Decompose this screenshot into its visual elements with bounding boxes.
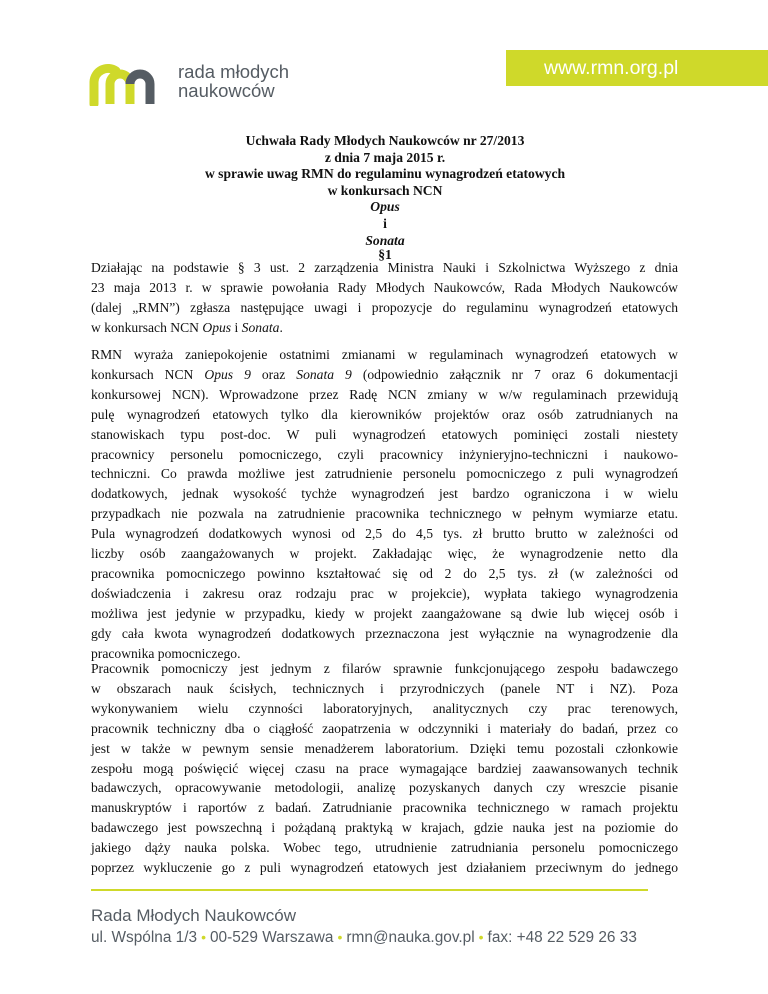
paragraph-line: pulę wynagrodzeń etatowych tylko dla kierowników projektów oraz osób zatrudnianych na	[91, 406, 678, 422]
title-line-1: Uchwała Rady Młodych Naukowców nr 27/2013	[245, 133, 525, 148]
paragraph-line: poprzez wykluczenie go z puli wynagrodzeń etatowych jest działaniem przeciwnym do jednego	[91, 860, 678, 876]
paragraph-line: konkursowej NCN). Wprowadzone przez Radę NCN zmiany w w/w regulaminach przewidują	[91, 386, 678, 402]
footer-address: ul. Wspólna 1/3	[91, 929, 198, 946]
paragraph-line: doświadczenia i zakresu oraz rodzaju prac w projekcie), wypłata takiego wynagrodzenia	[91, 585, 678, 601]
section-heading: §1	[378, 247, 392, 262]
footer-contact	[91, 929, 637, 947]
paragraph-2	[91, 345, 678, 664]
paragraph-line: jest w także w pewnym sensie menadżerem laboratorium. Dzięki temu pozostali członkowie	[91, 740, 678, 756]
bullet-icon: •	[337, 929, 343, 945]
footer-email[interactable]: rmn@nauka.gov.pl	[346, 929, 475, 946]
paragraph-line: dodatkowych, jednak wysokość tychże wynagrodzeń jest bardzo ograniczona i w wielu	[91, 486, 678, 502]
bullet-icon: •	[478, 929, 484, 945]
paragraph-1	[91, 258, 678, 338]
paragraph-line: wykonywaniem wielu czynności laboratoryjnych, analitycznych czy prac terenowych,	[91, 700, 678, 716]
logo-line-2: naukowców	[178, 80, 275, 101]
logo-text	[178, 62, 289, 100]
paragraph-line: w obszarach nauk ścisłych, technicznych i przyrodniczych (panele NT i NZ). Poza	[91, 680, 678, 696]
paragraph-line: w konkursach NCN Opus i Sonata.	[91, 319, 283, 335]
paragraph-line: liczby osób zaangażowanych w projekt. Zakładając więc, że wynagrodzenie netto dla	[91, 546, 678, 562]
paragraph-line: Pracownik pomocniczy jest jednym z filarów sprawnie funkcjonującego zespołu badawczego	[91, 661, 678, 676]
paragraph-line: Działając na podstawie § 3 ust. 2 zarządzenia Ministra Nauki i Szkolnictwa Wyższego z dnia	[91, 260, 678, 275]
paragraph-line: zespołu mogą poświęcić więcej czasu na prace wymagające bardziej zaawansowanych technik	[91, 760, 678, 776]
footer-city: 00-529 Warszawa	[210, 929, 334, 946]
website-banner[interactable]: www.rmn.org.pl	[506, 50, 768, 86]
paragraph-line: pracownicy personelu pomocniczego, czyli pracownicy inżynieryjno-techniczni i naukowo-	[91, 446, 678, 462]
paragraph-line: techniczni. Co prawda możliwe jest zatrudnienie personelu pomocniczego z puli wynagrodzeń	[91, 466, 678, 482]
footer-organization: Rada Młodych Naukowców	[91, 906, 297, 925]
paragraph-line: manuskryptów i raportów z badań. Zatrudnianie pracownika technicznego w ramach projektu	[91, 800, 678, 816]
rmn-logo	[88, 58, 328, 108]
logo-line-1: rada młodych	[178, 61, 290, 82]
footer-divider	[91, 889, 648, 891]
paragraph-line: stanowiskach typu post-doc. W puli wynagrodzeń etatowych pominięci zostali niestety	[91, 426, 678, 442]
rmn-logo-mark-icon	[88, 58, 172, 106]
paragraph-line: badawczego jest powszechną i pożądaną praktyką w krajach, gdzie nauka jest na poziomie do	[91, 820, 678, 836]
paragraph-line: pracownik techniczny dba o ciągłość zaopatrzenia w odczynniki i materiały do badań, przez co	[91, 720, 678, 736]
paragraph-line: możliwa jest jedynie w przypadku, kiedy w projekt zaangażowane są dwie lub więcej osób i	[91, 605, 678, 621]
paragraph-line: badawczych, opracowywanie metodologii, analizę pozyskanych danych czy wreszcie pisanie	[91, 780, 678, 796]
paragraph-line: RMN wyraża zaniepokojenie ostatnimi zmianami w regulaminach wynagrodzeń etatowych w	[91, 347, 678, 362]
title-line-2: z dnia 7 maja 2015 r.	[324, 149, 446, 165]
paragraph-line: pracownika pomocniczego.	[91, 645, 241, 661]
paragraph-line: (dalej „RMN”) zgłasza następujące uwagi i propozycje do regulaminu wynagrodzeń etatowych	[91, 299, 678, 315]
paragraph-line: konkursach NCN Opus 9 oraz Sonata 9 (odpowiednio załącznik nr 7 oraz 6 dokumentacji	[91, 366, 678, 382]
paragraph-line: przypadkach nie pozwala na zatrudnienie pracownika technicznego w pełnym wymiarze etatu.	[91, 506, 678, 522]
paragraph-line: jakiego dąży nauka polska. Wobec tego, utrudnienie zatrudniania personelu pomocniczego	[91, 840, 678, 856]
title-line-4: w konkursach NCN Opus i Sonata	[327, 182, 443, 248]
paragraph-line: Pula wynagrodzeń dodatkowych wynosi od 2,5 do 4,5 tys. zł brutto brutto w zależności od	[91, 526, 678, 542]
paragraph-3	[91, 659, 678, 878]
title-line-3: w sprawie uwag RMN do regulaminu wynagrodzeń etatowych	[204, 166, 566, 182]
paragraph-line: gdy cała kwota wynagrodzeń dodatkowych przeznaczona jest wyłącznie na wynagrodzenie dla	[91, 625, 678, 641]
footer-fax: fax: +48 22 529 26 33	[487, 929, 637, 946]
paragraph-line: pracownika pomocniczego powinno kształtować się od 2 do 2,5 tys. zł (w zależności od	[91, 565, 678, 581]
document-title	[90, 133, 680, 249]
paragraph-line: 23 maja 2013 r. w sprawie powołania Rady Młodych Naukowców, Rada Młodych Naukowców	[91, 279, 678, 295]
bullet-icon: •	[201, 929, 206, 945]
